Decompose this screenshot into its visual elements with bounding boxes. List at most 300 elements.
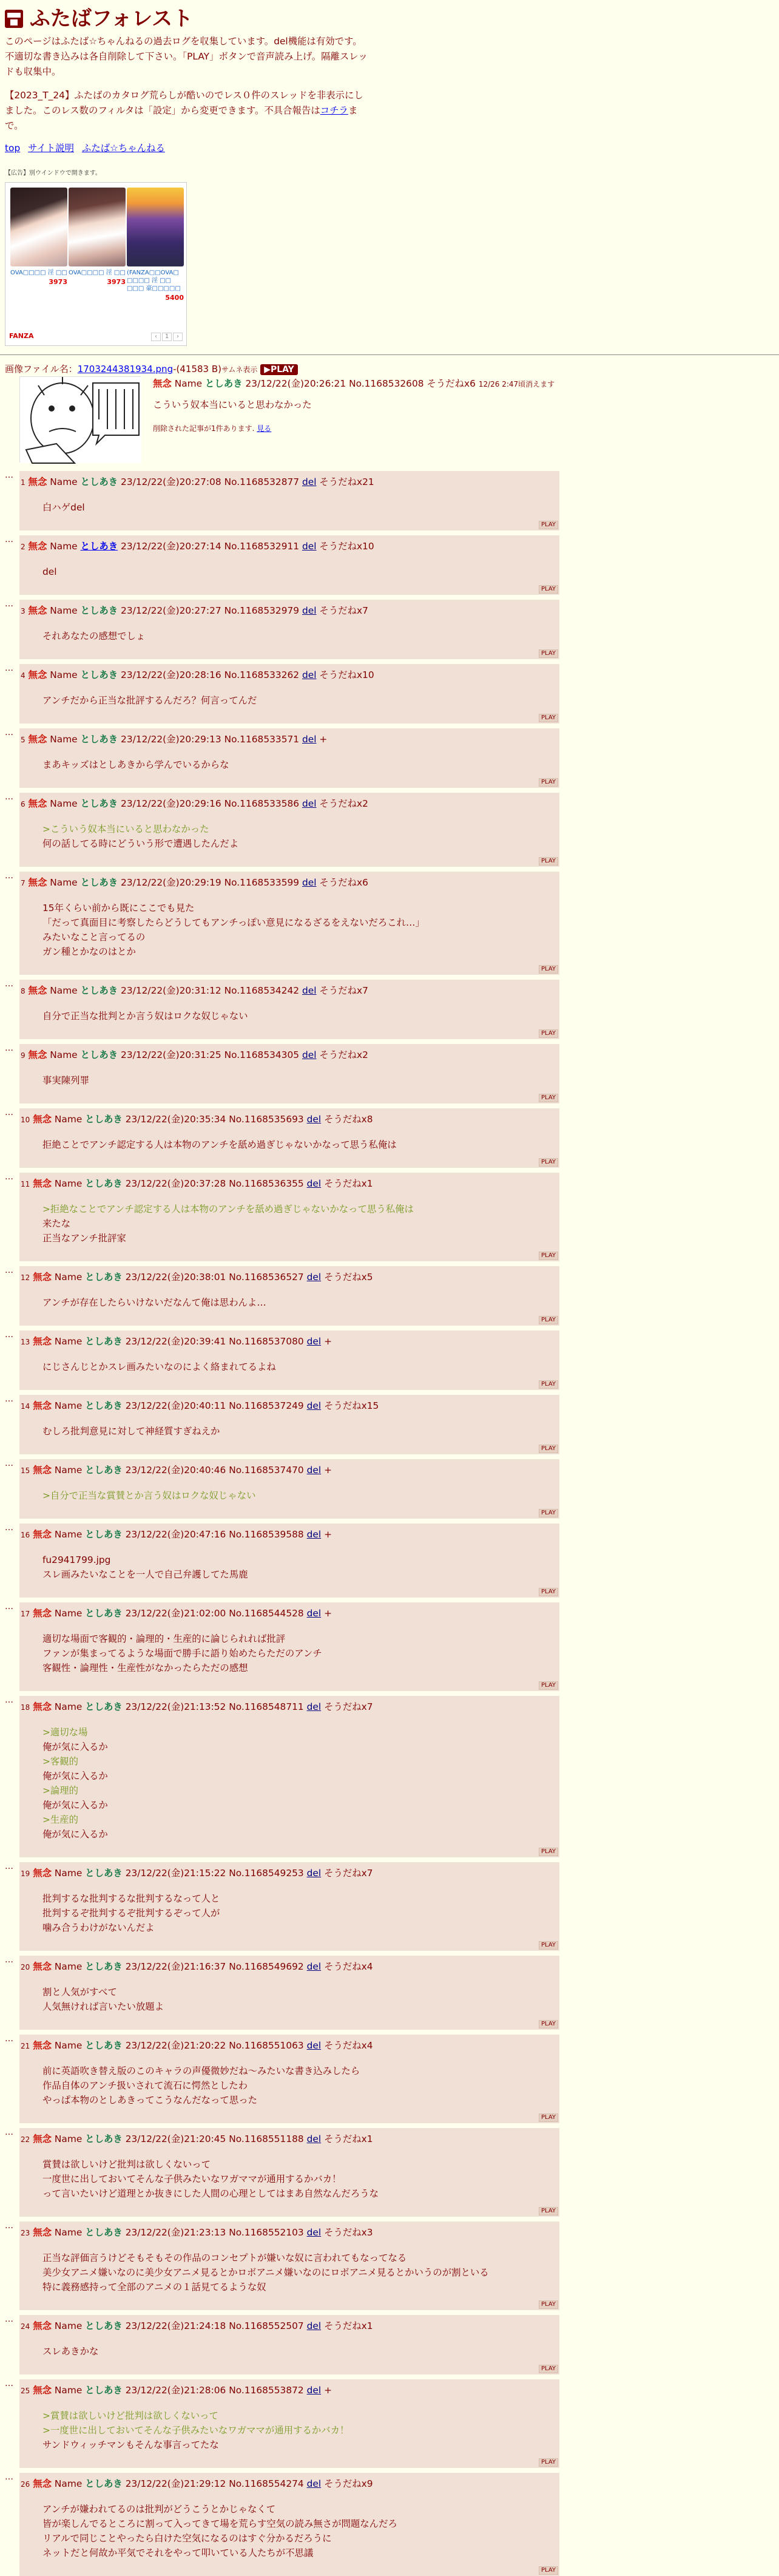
play-button[interactable]: PLAY (539, 1681, 558, 1690)
poster-name: としあき (80, 605, 118, 616)
post-date: 23/12/22(金)20:27:14 (121, 541, 221, 552)
reply-post (5, 1695, 559, 1857)
sodane-button[interactable]: + (324, 1608, 332, 1619)
reply-text (42, 822, 238, 851)
del-link[interactable]: del (302, 669, 317, 680)
post-number[interactable]: No.1168551188 (229, 2134, 304, 2144)
del-link[interactable]: del (306, 1608, 322, 1619)
text-line: 俺が気に入るか (42, 1771, 108, 1781)
reply-menu-icon[interactable]: … (5, 470, 13, 480)
post-number[interactable]: No.1168544528 (229, 1608, 304, 1619)
play-button[interactable]: PLAY (539, 1848, 558, 1856)
text-line: 俺が気に入るか (42, 1800, 108, 1811)
post-number[interactable]: No.1168533571 (224, 734, 300, 745)
reply-index: 21 (21, 2042, 30, 2050)
sodane-button[interactable]: そうだねx7 (319, 605, 368, 616)
reply-menu-icon[interactable]: … (5, 1602, 13, 1612)
sodane-button[interactable]: + (319, 734, 328, 745)
reply-menu-icon[interactable]: … (5, 871, 13, 881)
ad-card[interactable] (10, 188, 67, 288)
text-line: 皆が楽しんでるところに割って入ってきて場を荒らす空気の読み無さが問題なんだろ (42, 2518, 397, 2529)
reply-header (21, 1176, 373, 1191)
del-link[interactable]: del (306, 2385, 322, 2396)
post-date: 23/12/22(金)20:47:16 (125, 1529, 226, 1540)
sodane-button[interactable]: そうだねx4 (324, 2040, 373, 2051)
ad-card[interactable] (69, 188, 126, 288)
sodane-button[interactable]: そうだねx2 (319, 1049, 368, 1060)
reply-menu-icon[interactable]: … (5, 1266, 13, 1275)
post-subject: 無念 (33, 2227, 52, 2238)
show-deleted-link[interactable]: 見る (257, 424, 272, 433)
post-subject: 無念 (33, 2478, 52, 2489)
reply-header (21, 796, 368, 812)
ad-title[interactable]: OVA□□□□ 淫 □□ (69, 269, 126, 276)
post-subject: 無念 (28, 541, 47, 552)
reply-index: 4 (21, 671, 25, 680)
op-play-label: PLAY (270, 364, 294, 375)
sodane-button[interactable]: そうだねx1 (324, 1178, 373, 1189)
nav-link-guide[interactable]: サイト説明 (28, 143, 75, 154)
ad-note: 【広告】別ウインドウで開きます。 (5, 170, 101, 177)
reply-text (42, 2157, 379, 2201)
name-label: Name (50, 734, 78, 745)
reply-text (42, 1295, 266, 1310)
reply-menu-icon[interactable]: … (5, 2472, 13, 2482)
del-link[interactable]: del (306, 1114, 322, 1125)
reply-header (21, 2476, 373, 2492)
play-button[interactable]: PLAY (539, 2020, 558, 2029)
sodane-button[interactable]: そうだねx3 (324, 2227, 373, 2238)
play-button[interactable]: PLAY (539, 1445, 558, 1453)
reply-menu-icon[interactable]: … (5, 1459, 13, 1468)
reply-text (42, 2064, 360, 2107)
text-line: 割と人気がすべて (42, 1987, 117, 1998)
deleted-note (153, 423, 614, 435)
post-date: 23/12/22(金)20:28:16 (121, 669, 221, 680)
ad-card[interactable] (127, 188, 184, 303)
post-subject: 無念 (33, 1868, 52, 1879)
sodane-button[interactable]: そうだねx10 (319, 669, 374, 680)
reply-menu-icon[interactable]: … (5, 2314, 13, 2324)
intro-paragraph-2 (5, 88, 369, 134)
sodane-button[interactable]: そうだねx6 (319, 877, 368, 888)
post-subject: 無念 (33, 2134, 52, 2144)
del-link[interactable]: del (302, 877, 317, 888)
reply-menu-icon[interactable]: … (5, 1172, 13, 1182)
poster-name: としあき (85, 1178, 123, 1189)
post-number[interactable]: No.1168548711 (229, 1701, 304, 1712)
del-link[interactable]: del (306, 2478, 322, 2489)
post-number[interactable]: No.1168551063 (229, 2040, 304, 2051)
ad-thumbnail[interactable] (10, 188, 67, 266)
reply-menu-icon[interactable]: … (5, 2379, 13, 2388)
del-link[interactable]: del (302, 605, 317, 616)
del-link[interactable]: del (306, 1701, 322, 1712)
name-label: Name (54, 1272, 83, 1283)
text-line: 何の話してる時にどういう形で遭遇したんだよ (42, 838, 239, 849)
play-button[interactable]: PLAY (539, 1509, 558, 1517)
op-body (153, 376, 614, 435)
name-label: Name (54, 2320, 83, 2331)
sodane-button[interactable]: そうだねx1 (324, 2134, 373, 2144)
del-link[interactable]: del (306, 1178, 322, 1189)
post-date: 23/12/22(金)20:31:25 (121, 1049, 221, 1060)
sodane-button[interactable]: そうだねx8 (324, 1114, 373, 1125)
name-label: Name (54, 1336, 83, 1347)
name-label: Name (54, 2478, 83, 2489)
text-line: アンチが存在したらいけないだなんて俺は思わんよ… (42, 1297, 266, 1308)
reply-header (21, 1700, 373, 1715)
post-date: 23/12/22(金)21:29:12 (125, 2478, 226, 2489)
sodane-button[interactable]: そうだねx7 (319, 985, 368, 996)
site-header (5, 2, 193, 35)
poster-name: としあき (85, 2320, 123, 2331)
del-link[interactable]: del (302, 734, 317, 745)
play-button[interactable]: PLAY (539, 778, 558, 787)
reply-menu-icon[interactable]: … (5, 979, 13, 989)
sodane-button[interactable]: そうだねx2 (319, 798, 368, 809)
post-date: 23/12/22(金)21:20:45 (125, 2134, 226, 2144)
post-subject: 無念 (33, 1701, 52, 1712)
ad-title[interactable]: (FANZA□□OVA□ □□□□ 淫 □□ □□□ 豪□□□□□ (127, 269, 181, 292)
post-number[interactable]: No.1168536355 (229, 1178, 304, 1189)
quote-line: >自分で正当な賞賛とか言う奴はロクな奴じゃない (42, 1490, 256, 1501)
reply-menu-icon[interactable]: … (5, 1330, 13, 1340)
top-nav (5, 141, 170, 156)
name-label: Name (50, 877, 78, 888)
del-link[interactable]: del (302, 476, 317, 487)
post-subject: 無念 (28, 798, 47, 809)
reply-text (42, 629, 145, 643)
reply-post (5, 2221, 559, 2310)
post-date: 23/12/22(金)21:20:22 (125, 2040, 226, 2051)
op-header (153, 376, 614, 391)
play-button[interactable]: PLAY (539, 1094, 558, 1102)
post-date: 23/12/22(金)20:29:16 (121, 798, 221, 809)
play-button[interactable]: PLAY (539, 1252, 558, 1260)
reply-header (21, 475, 374, 490)
name-label: Name (54, 1529, 83, 1540)
poster-name: としあき (205, 378, 243, 389)
ad-price: 3973 (107, 278, 126, 286)
post-number[interactable]: No.1168536527 (229, 1272, 304, 1283)
play-button[interactable]: PLAY (539, 965, 558, 974)
reply-menu-icon[interactable]: … (5, 1523, 13, 1533)
poster-name: としあき (85, 2134, 123, 2144)
ad-brand[interactable]: FANZA (9, 332, 34, 341)
reply-menu-icon[interactable]: … (5, 599, 13, 609)
post-date: 23/12/22(金)21:02:00 (125, 1608, 226, 1619)
reply-post (5, 2472, 559, 2576)
ad-box (5, 182, 187, 346)
play-button[interactable]: PLAY (539, 1158, 558, 1167)
reply-menu-icon[interactable]: … (5, 1394, 13, 1404)
play-button[interactable]: PLAY (539, 2113, 558, 2122)
post-number[interactable]: No.1168532911 (224, 541, 300, 552)
reply-post (5, 2127, 559, 2217)
poster-name: としあき (80, 877, 118, 888)
play-button[interactable]: PLAY (539, 2458, 558, 2467)
name-label: Name (50, 476, 78, 487)
op-file-link[interactable]: 1703244381934.png (77, 364, 174, 375)
text-line: 美少女アニメ嫌いなのに美少女アニメ見るとかロボアニメ嫌いなのにロボアニメ見るとかいうのが割といる (42, 2267, 489, 2278)
play-button[interactable]: PLAY (539, 2300, 558, 2309)
reply-menu-icon[interactable]: … (5, 792, 13, 802)
play-button[interactable]: PLAY (539, 857, 558, 866)
poster-name: としあき (80, 669, 118, 680)
intro-text (5, 34, 369, 142)
sodane-button[interactable]: そうだねx21 (319, 476, 374, 487)
sodane-button[interactable]: そうだねx1 (324, 2320, 373, 2331)
play-button[interactable]: PLAY (539, 1029, 558, 1038)
post-date: 23/12/22(金)21:24:18 (125, 2320, 226, 2331)
post-number[interactable]: No.1168534242 (224, 985, 300, 996)
post-number[interactable]: No.1168549692 (229, 1961, 304, 1972)
del-link[interactable]: del (302, 985, 317, 996)
poster-name: としあき (85, 1400, 123, 1411)
reply-post (5, 470, 559, 530)
post-number[interactable]: No.1168532877 (224, 476, 300, 487)
sodane-button[interactable]: そうだねx4 (324, 1961, 373, 1972)
post-subject: 無念 (33, 1529, 52, 1540)
quote-line: >客観的 (42, 1756, 79, 1767)
reply-post (5, 1266, 559, 1326)
name-label: Name (54, 1701, 83, 1712)
reply-post (5, 663, 559, 724)
ad-price: 5400 (165, 294, 184, 302)
file-size: -(41583 B) (173, 364, 221, 375)
sodane-button[interactable]: そうだねx15 (324, 1400, 379, 1411)
sodane-button[interactable]: そうだねx7 (324, 1868, 373, 1879)
sodane-button[interactable]: そうだねx7 (324, 1701, 373, 1712)
del-link[interactable]: del (302, 798, 317, 809)
post-number[interactable]: No.1168533586 (224, 798, 300, 809)
reply-text (42, 1424, 220, 1439)
post-subject: 無念 (33, 1272, 52, 1283)
text-line: 俺が気に入るか (42, 1829, 108, 1840)
del-link[interactable]: del (302, 541, 317, 552)
ad-thumbnail[interactable] (69, 188, 126, 266)
text-line: スレあきかな (42, 2346, 99, 2357)
post-number[interactable]: No.1168553872 (229, 2385, 304, 2396)
play-button[interactable]: PLAY (539, 2207, 558, 2215)
post-date: 23/12/22(金)20:29:19 (121, 877, 221, 888)
play-button[interactable]: PLAY (539, 714, 558, 722)
post-number[interactable]: No.1168537080 (229, 1336, 304, 1347)
ad-title[interactable]: OVA□□□□ 淫 □□ (10, 269, 67, 276)
post-number[interactable]: No.1168532979 (224, 605, 300, 616)
del-link[interactable]: del (306, 2040, 322, 2051)
post-number[interactable]: No.1168552507 (229, 2320, 304, 2331)
reply-post (5, 1172, 559, 1261)
reply-post (5, 599, 559, 659)
post-number[interactable]: No.1168537249 (229, 1400, 304, 1411)
text-line: 「だって真面目に考察したらどうしてもアンチっぽい意見になるざるをえないだろこれ…」 (42, 917, 425, 928)
name-label: Name (54, 2040, 83, 2051)
reply-index: 7 (21, 879, 25, 887)
reply-header (21, 1866, 373, 1881)
reply-post (5, 2314, 559, 2374)
reply-post (5, 1602, 559, 1691)
reply-post (5, 979, 559, 1039)
reply-header (21, 983, 368, 998)
reply-index: 3 (21, 607, 25, 615)
ad-next-icon[interactable]: › (173, 333, 183, 341)
post-subject: 無念 (33, 1178, 52, 1189)
quote-line: >生産的 (42, 1814, 79, 1825)
post-date: 23/12/22(金)20:37:28 (125, 1178, 226, 1189)
reply-index: 25 (21, 2387, 30, 2395)
del-link[interactable]: del (302, 1049, 317, 1060)
play-button[interactable]: PLAY (539, 1316, 558, 1324)
post-subject: 無念 (28, 1049, 47, 1060)
poster-name-link[interactable]: としあき (80, 541, 118, 552)
reply-menu-icon[interactable]: … (5, 535, 13, 544)
post-number[interactable]: No.1168549253 (229, 1868, 304, 1879)
text-line: 俺が気に入るか (42, 1741, 108, 1752)
del-link[interactable]: del (306, 1272, 322, 1283)
del-link[interactable]: del (306, 1961, 322, 1972)
name-label: Name (50, 985, 78, 996)
ad-prev-icon[interactable]: ‹ (151, 333, 161, 341)
sodane-button[interactable]: + (324, 1336, 332, 1347)
post-date: 23/12/22(金)20:27:27 (121, 605, 221, 616)
del-link[interactable]: del (306, 1336, 322, 1347)
post-number[interactable]: No.1168554274 (229, 2478, 304, 2489)
play-button[interactable]: PLAY (539, 585, 558, 594)
post-number[interactable]: No.1168537470 (229, 1465, 304, 1476)
name-label: Name (50, 541, 78, 552)
reply-menu-icon[interactable]: … (5, 1955, 13, 1965)
del-link[interactable]: del (306, 2227, 322, 2238)
site-logo-icon[interactable] (5, 10, 23, 28)
reply-menu-icon[interactable]: … (5, 728, 13, 737)
post-subject: 無念 (28, 476, 47, 487)
post-number[interactable]: No.1168534305 (224, 1049, 300, 1060)
text-line: ファンが集まってるような場面で勝手に語り始めたらただのアンチ (42, 1648, 322, 1659)
reply-index: 8 (21, 987, 25, 995)
name-label: Name (54, 2227, 83, 2238)
reply-header (21, 2038, 373, 2053)
sodane-button[interactable]: そうだねx6 (427, 378, 476, 389)
op-image[interactable] (19, 376, 141, 463)
reply-post (5, 535, 559, 595)
reply-post (5, 1955, 559, 2030)
thumb-note: サムネ表示 (221, 365, 258, 374)
play-button[interactable]: PLAY (539, 2365, 558, 2373)
reply-menu-icon[interactable]: … (5, 1108, 13, 1117)
text-line: 特に義務感持って全部のアニメの１話見てるような奴 (42, 2282, 266, 2293)
deleted-note-text: 削除された記事が1件あります. (153, 424, 255, 433)
nav-link-top[interactable]: top (5, 143, 21, 154)
text-line: 事実陳列罪 (42, 1075, 89, 1086)
divider (0, 354, 779, 355)
reply-post (5, 1459, 559, 1519)
nav-link-futaba[interactable]: ふたば☆ちゃんねる (81, 143, 165, 154)
post-number[interactable]: No.1168533262 (224, 669, 300, 680)
name-label: Name (54, 2385, 83, 2396)
post-subject: 無念 (33, 2320, 52, 2331)
reply-index: 14 (21, 1402, 30, 1411)
play-button[interactable]: PLAY (539, 1588, 558, 1596)
reply-post (5, 1108, 559, 1168)
post-date: 23/12/22(金)20:31:12 (121, 985, 221, 996)
op-play-button[interactable]: ▶PLAY (260, 364, 298, 375)
play-button[interactable]: PLAY (539, 1380, 558, 1389)
text-line: 批判するな批判するな批判するなって人と (42, 1893, 220, 1904)
reply-header (21, 2319, 373, 2334)
play-button[interactable]: PLAY (539, 649, 558, 658)
sodane-button[interactable]: + (324, 1465, 332, 1476)
play-button[interactable]: PLAY (539, 2566, 558, 2575)
reply-menu-icon[interactable]: … (5, 663, 13, 673)
name-label: Name (50, 605, 78, 616)
reply-menu-icon[interactable]: … (5, 1043, 13, 1053)
sodane-button[interactable]: そうだねx5 (324, 1272, 373, 1283)
reply-menu-icon[interactable]: … (5, 2127, 13, 2137)
name-label: Name (54, 1608, 83, 1619)
post-subject: 無念 (28, 985, 47, 996)
op-post (5, 362, 612, 433)
del-link[interactable]: del (306, 1400, 322, 1411)
post-date: 23/12/22(金)20:29:13 (121, 734, 221, 745)
sodane-button[interactable]: + (324, 2385, 332, 2396)
reply-menu-icon[interactable]: … (5, 1862, 13, 1871)
post-subject: 無念 (33, 1400, 52, 1411)
text-line: サンドウィッチマンもそんな事言ってたな (42, 2439, 219, 2450)
del-link[interactable]: del (306, 2320, 322, 2331)
post-subject: 無念 (28, 734, 47, 745)
ad-thumbnail[interactable] (127, 188, 184, 266)
del-link[interactable]: del (306, 1465, 322, 1476)
text-line: 15年くらい前から既にここでも見た (42, 903, 195, 913)
reply-menu-icon[interactable]: … (5, 2221, 13, 2231)
sodane-button[interactable]: そうだねx9 (324, 2478, 373, 2489)
post-subject: 無念 (33, 1608, 52, 1619)
reply-post (5, 1043, 559, 1103)
post-date: 23/12/22(金)21:13:52 (125, 1701, 226, 1712)
reply-menu-icon[interactable]: … (5, 2034, 13, 2044)
reply-text (42, 693, 257, 708)
del-link[interactable]: del (306, 1529, 322, 1540)
post-number[interactable]: No.1168535693 (229, 1114, 304, 1125)
post-number[interactable]: No.1168539588 (229, 1529, 304, 1540)
reply-header (21, 668, 374, 683)
reply-text (42, 2251, 489, 2294)
sodane-button[interactable]: + (324, 1529, 332, 1540)
reply-index: 12 (21, 1273, 30, 1282)
sodane-button[interactable]: そうだねx10 (319, 541, 374, 552)
post-number[interactable]: No.1168552103 (229, 2227, 304, 2238)
reply-text (42, 1360, 276, 1374)
poster-name: としあき (80, 985, 118, 996)
del-link[interactable]: del (306, 1868, 322, 1879)
play-button[interactable]: PLAY (539, 1941, 558, 1950)
report-link[interactable]: コチラ (320, 105, 348, 116)
reply-menu-icon[interactable]: … (5, 1695, 13, 1705)
reply-post (5, 1394, 559, 1454)
quote-line: >適切な場 (42, 1727, 88, 1738)
text-line: 来たな (42, 1218, 71, 1229)
reply-post (5, 1330, 559, 1390)
post-number[interactable]: No.1168532608 (349, 378, 424, 389)
post-number[interactable]: No.1168533599 (224, 877, 300, 888)
post-date: 23/12/22(金)20:39:41 (125, 1336, 226, 1347)
del-link[interactable]: del (306, 2134, 322, 2144)
text-line: fu2941799.jpg (42, 1554, 111, 1565)
play-button[interactable]: PLAY (539, 521, 558, 529)
reply-header (21, 603, 368, 619)
